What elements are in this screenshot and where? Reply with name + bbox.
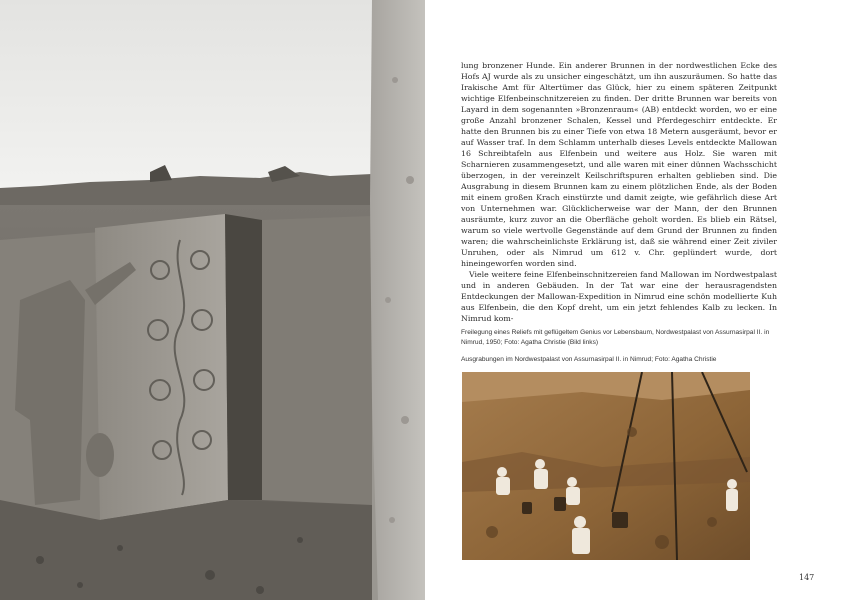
caption-relief-photo: Freilegung eines Reliefs mit geflügeltem Genius vor Lebensbaum, Nordwestpalast von Assurnasirpal II. in Nimrud, 1950; Foto: Agatha Christie (Bild links) xyxy=(461,329,770,346)
body-text xyxy=(461,60,777,324)
right-page xyxy=(425,0,850,600)
body-paragraph: Viele weitere feine Elfenbeinschnitzereien fand Mallowan im Nordwestpalast und in anderen Gebäuden. In der Tat war eine der herausragendsten Entdeckungen der Mallowan-Expedition in Nimrud eine schön modellierte Kuh aus Elfenbein, die den Kopf dreht, um ein jetzt fehlendes Kalb zu lecken. In Nimrud kom- xyxy=(461,270,777,323)
page-number: 147 xyxy=(799,573,815,582)
caption-excavation-photo: Ausgrabungen im Nordwestpalast von Assurnasirpal II. in Nimrud; Foto: Agatha Christie xyxy=(461,356,717,363)
body-paragraph: lung bronzener Hunde. Ein anderer Brunnen in der nordwestlichen Ecke des Hofs AJ wurde als zu unsicher eingeschätzt, um ihn auszuräumen. So hatte das Irakische Amt für Altertümer das Glück, hier zu einem späteren Zeitpunkt wichtige Elfenbeinschnitzereien zu finden. Der dritte Brunnen war bereits von Layard in dem sogenannten »Bronzenraum« (AB) entdeckt worden, wo er eine große Anzahl bronzener Schalen, Kessel und Pferdegeschirr entdeckte. Er hatte den Brunnen bis zu einer Tiefe von etwa 18 Metern ausgeräumt, bevor er auf Wasser traf. In dem Schlamm unterhalb dieses Levels entdeckte Mallowan 16 Schreibtafeln aus Elfenbein und weitere aus Holz. Sie waren mit Scharnieren zusammengesetzt, und alle waren mit einer dünnen Wachsschicht überzogen, in der vereinzelt Keilschriftspuren erhalten geblieben sind. Die Ausgrabung in diesem Brunnen kam zu einem plötzlichen Ende, als der Boden mit einem großen Krach einstürzte und damit zeigte, wie gefährlich diese Art von Unternehmen war. Glücklicherweise war der Mann, der den Brunnen ausräumte, kurz zuvor an die Oberfläche geholt worden. Es blieb ein Rätsel, warum so viele wertvolle Gegenstände auf dem Grund der Brunnen zu finden waren; die wahrscheinlichste Erklärung ist, daß sie während einer Zeit ziviler Unruhen, oder als Nimrud um 612 v. Chr. geplündert wurde, dort hineingeworfen worden sind. xyxy=(461,61,777,268)
excavation-photo xyxy=(462,372,750,560)
